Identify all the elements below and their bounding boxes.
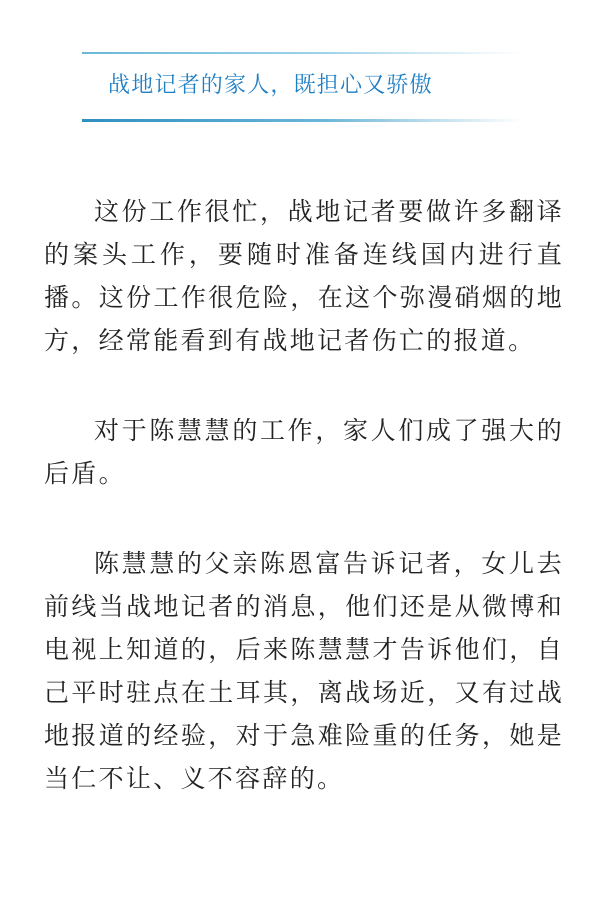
heading-top-divider (82, 52, 522, 54)
heading-bottom-divider (82, 119, 522, 122)
article-paragraph: 陈慧慧的父亲陈恩富告诉记者，女儿去前线当战地记者的消息，他们还是从微博和电视上知道的，后来陈慧慧才告诉他们，自己平时驻点在土耳其，离战场近，又有过战地报道的经验，对于急难险重的任务，她是当仁不让、义不容辞的。 (44, 549, 564, 793)
article-body (44, 190, 564, 847)
section-title: 战地记者的家人，既担心又骄傲 (108, 73, 433, 98)
article-paragraph: 这份工作很忙，战地记者要做许多翻译的案头工作，要随时准备连线国内进行直播。这份工作很危险，在这个弥漫硝烟的地方，经常能看到有战地记者伤亡的报道。 (44, 197, 564, 355)
section-heading (82, 52, 522, 122)
article-paragraph: 对于陈慧慧的工作，家人们成了强大的后盾。 (44, 416, 564, 488)
